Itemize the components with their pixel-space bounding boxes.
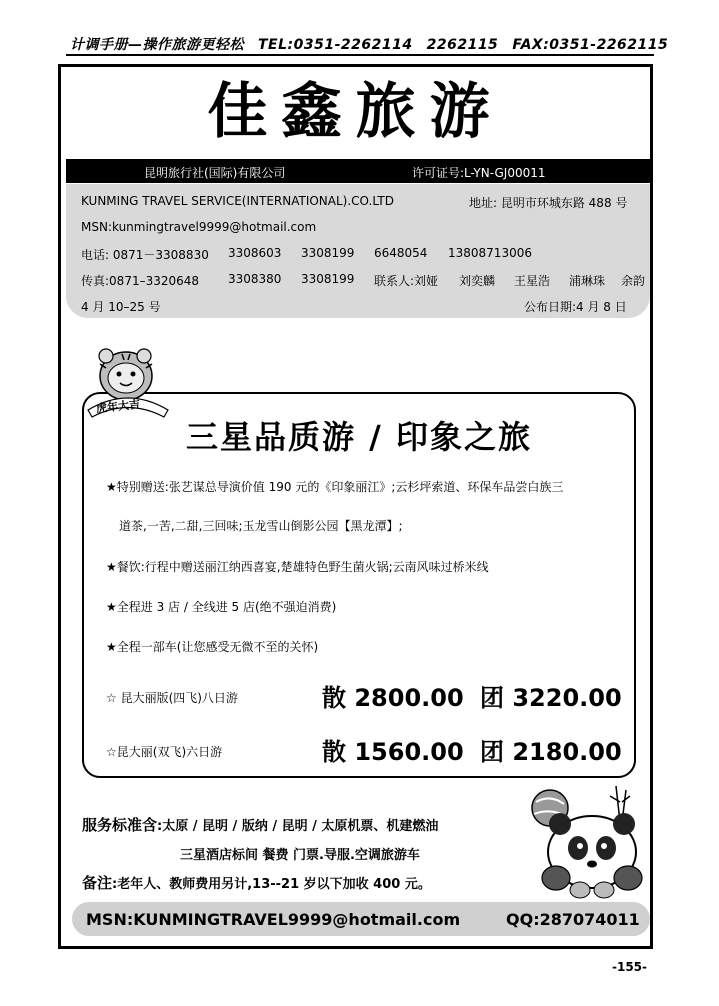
route-name: ☆ 昆大丽版(四飞)八日游 (106, 691, 238, 705)
tour-dates: 4 月 10–25 号 (81, 300, 161, 314)
phone-number: 6648054 (374, 246, 428, 260)
header-rule (66, 54, 654, 56)
page-number: -155- (612, 960, 648, 974)
tour-title: 三星品质游 / 印象之旅 (186, 418, 532, 456)
route-group-price: 团 3220.00 (480, 684, 622, 712)
fax-label: 传真:0871–3320648 (81, 274, 200, 288)
header-fax: FAX:0351-2262115 (512, 37, 669, 53)
service-label: 服务标准含 (82, 816, 158, 834)
service-line2: 三星酒店标间 餐费 门票.导服.空调旅游车 (180, 848, 420, 863)
fax-number: 3308380 (228, 272, 282, 286)
brand-title: 佳鑫旅游 (207, 77, 504, 147)
company-address: 地址: 昆明市环城东路 488 号 (469, 196, 628, 210)
contact-person: 余韵 (621, 274, 646, 288)
license-number: 许可证号:L-YN-GJ00011 (412, 166, 546, 180)
phone-number: 3308603 (228, 246, 282, 260)
contact-person: 王星浩 (514, 274, 551, 288)
feature-meals: ★餐饮:行程中赠送丽江纳西喜宴,楚雄特色野生菌火锅;云南风味过桥米线 (106, 560, 489, 574)
footer-qq: QQ:287074011 (506, 910, 640, 929)
english-company-name: KUNMING TRAVEL SERVICE(INTERNATIONAL).CO.LTD (81, 194, 394, 208)
note-line (82, 872, 431, 893)
contact-person: 浦琳珠 (569, 274, 606, 288)
header-tel: TEL:0351-2262114 (258, 37, 413, 53)
phone-number: 3308199 (301, 246, 355, 260)
feature-gift-line1: ★特别赠送:张艺谋总导演价值 190 元的《印象丽江》;云杉坪索道、环保车品尝白族三 (106, 480, 564, 494)
footer-msn: MSN:KUNMINGTRAVEL9999@hotmail.com (86, 910, 461, 929)
route-name: ☆昆大丽(双飞)六日游 (106, 745, 223, 759)
phone-label: 电话: 0871－3308830 (81, 248, 209, 262)
header-tel2: 2262115 (426, 37, 499, 53)
feature-shops: ★全程进 3 店 / 全线进 5 店(绝不强迫消费) (106, 600, 337, 614)
header-slogan: 计调手册—操作旅游更轻松 (70, 37, 244, 53)
publish-date: 公布日期:4 月 8 日 (524, 300, 627, 314)
footer-bar (72, 902, 650, 936)
route-single-price: 散 2800.00 (322, 684, 464, 712)
service-line1 (82, 814, 438, 835)
header-line (70, 34, 668, 54)
contact-box (66, 184, 650, 318)
company-bar (66, 159, 650, 183)
phone-number: 13808713006 (448, 246, 532, 260)
route-single-price: 散 1560.00 (322, 738, 464, 766)
fax-number: 3308199 (301, 272, 355, 286)
contact-person: 刘奕麟 (459, 274, 496, 288)
mascot-caption: 虎年大吉 (95, 397, 141, 416)
feature-gift-line2: 道茶,一苦,二甜,三回味;玉龙雪山倒影公园【黑龙潭】; (119, 519, 403, 533)
note-text: :老年人、教师费用另计,13--21 岁以下加收 400 元。 (112, 877, 431, 892)
note-label: 备注 (82, 874, 113, 892)
service-included: :太原 / 昆明 / 版纳 / 昆明 / 太原机票、机建燃油 (157, 819, 439, 834)
panda-illustration-icon (520, 782, 646, 900)
feature-vehicle: ★全程一部车(让您感受无微不至的关怀) (106, 640, 319, 654)
company-name: 昆明旅行社(国际)有限公司 (144, 166, 286, 180)
contact-msn: MSN:kunmingtravel9999@hotmail.com (81, 220, 317, 234)
contacts-label: 联系人:刘娅 (374, 274, 439, 288)
route-group-price: 团 2180.00 (480, 738, 622, 766)
